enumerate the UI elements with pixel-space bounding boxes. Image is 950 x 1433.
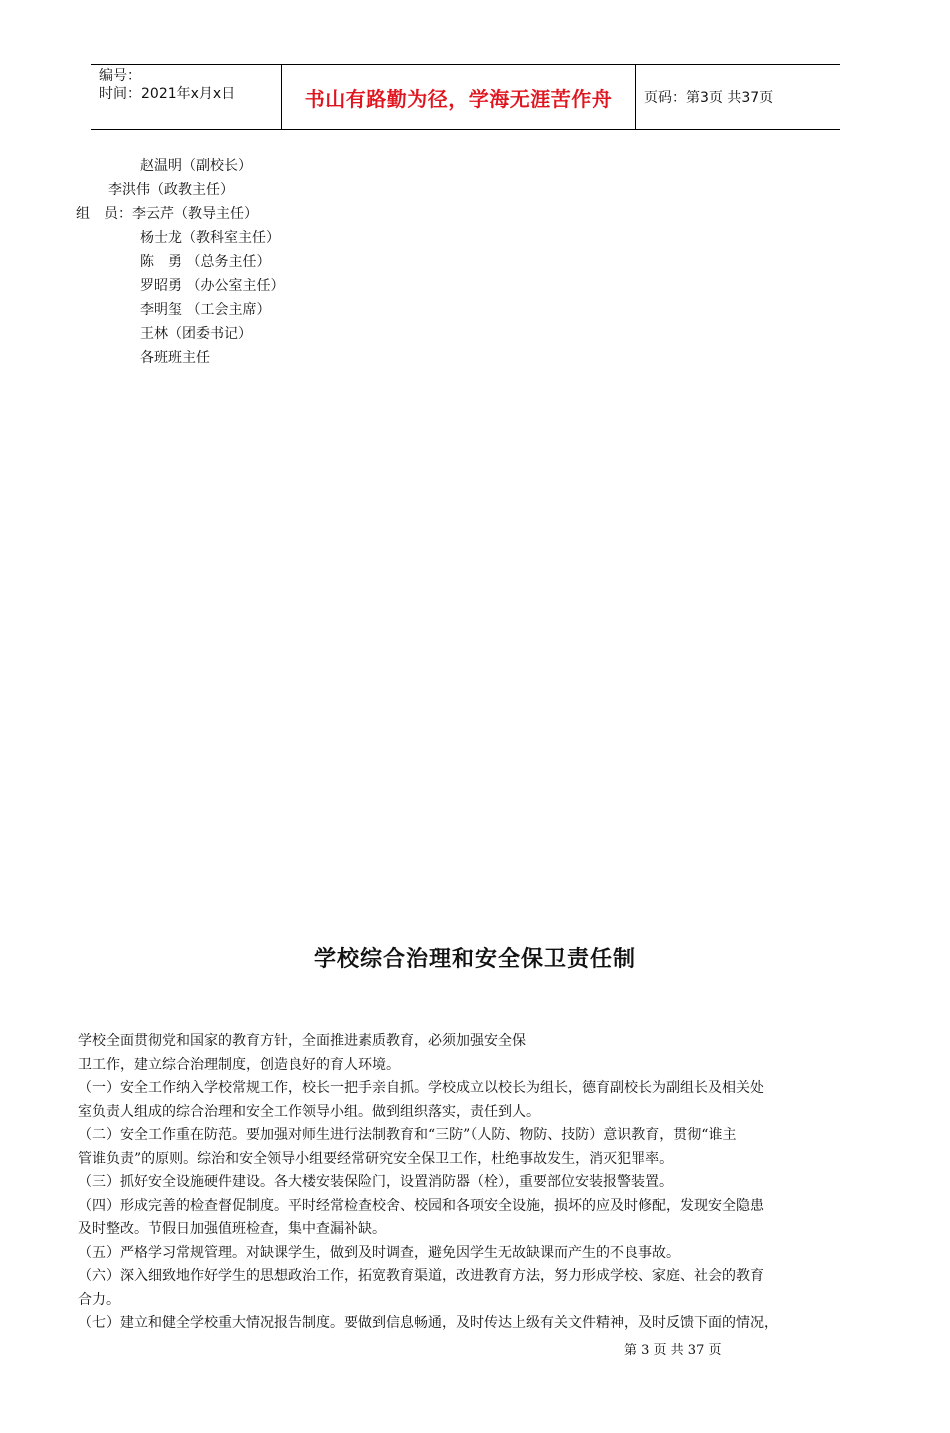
body-line: （一）安全工作纳入学校常规工作，校长一把手亲自抓。学校成立以校长为组长，德育副校长为副组长及相关处 [78,1080,764,1096]
roster-item: 赵温明（副校长） [140,158,252,174]
roster-item: 李明玺 （工会主席） [140,302,271,318]
roster-item: 组 员：李云芹（教导主任） [76,206,258,222]
header-motto: 书山有路勤为径，学海无涯苦作舟 [282,65,636,129]
time-label: 时间：2021年x月x日 [99,86,236,102]
body-line: （二）安全工作重在防范。要加强对师生进行法制教育和“三防”（人防、物防、技防）意识教育，贯彻“谁主 [78,1127,737,1143]
body-line: 合力。 [78,1291,120,1308]
body-line: （三）抓好安全设施硬件建设。各大楼安装保险门，设置消防器（栓），重要部位安装报警装置。 [78,1174,673,1190]
body-line: 学校全面贯彻党和国家的教育方针，全面推进素质教育，必须加强安全保 [78,1033,526,1049]
body-line: 及时整改。节假日加强值班检查，集中查漏补缺。 [78,1221,386,1237]
roster-item: 罗昭勇 （办公室主任） [140,278,285,294]
page-header [91,64,840,130]
header-page-info: 页码：第3页 共37页 [644,90,774,106]
body-line: （六）深入细致地作好学生的思想政治工作，拓宽教育渠道，改进教育方法，努力形成学校、家庭、社会的教育 [78,1268,764,1284]
roster-item: 各班班主任 [140,350,210,366]
body-line: 室负责人组成的综合治理和安全工作领导小组。做到组织落实，责任到人。 [78,1103,540,1120]
roster-item: 王林（团委书记） [140,326,252,342]
roster-item: 陈 勇 （总务主任） [140,254,271,270]
roster-item: 李洪伟（政教主任） [108,182,234,198]
document-body [78,1030,868,1336]
roster-item: 杨士龙（教科室主任） [140,230,280,246]
page-footer: 第 3 页 共 37 页 [624,1343,722,1358]
body-line: 卫工作，建立综合治理制度，创造良好的育人环境。 [78,1056,400,1073]
header-meta-cell [91,65,282,129]
document-title: 学校综合治理和安全保卫责任制 [313,947,636,972]
body-line: 管谁负责”的原则。综治和安全领导小组要经常研究安全保卫工作，杜绝事故发生，消灭犯罪率。 [78,1150,674,1167]
body-line: （五）严格学习常规管理。对缺课学生，做到及时调查，避免因学生无故缺课而产生的不良事故。 [78,1244,680,1261]
serial-label: 编号： [99,68,141,84]
body-line: （七）建立和健全学校重大情况报告制度。要做到信息畅通，及时传达上级有关文件精神，及时反馈下面的情况， [78,1315,778,1331]
body-line: （四）形成完善的检查督促制度。平时经常检查校舍、校园和各项安全设施，损坏的应及时修配，发现安全隐患 [78,1197,764,1214]
